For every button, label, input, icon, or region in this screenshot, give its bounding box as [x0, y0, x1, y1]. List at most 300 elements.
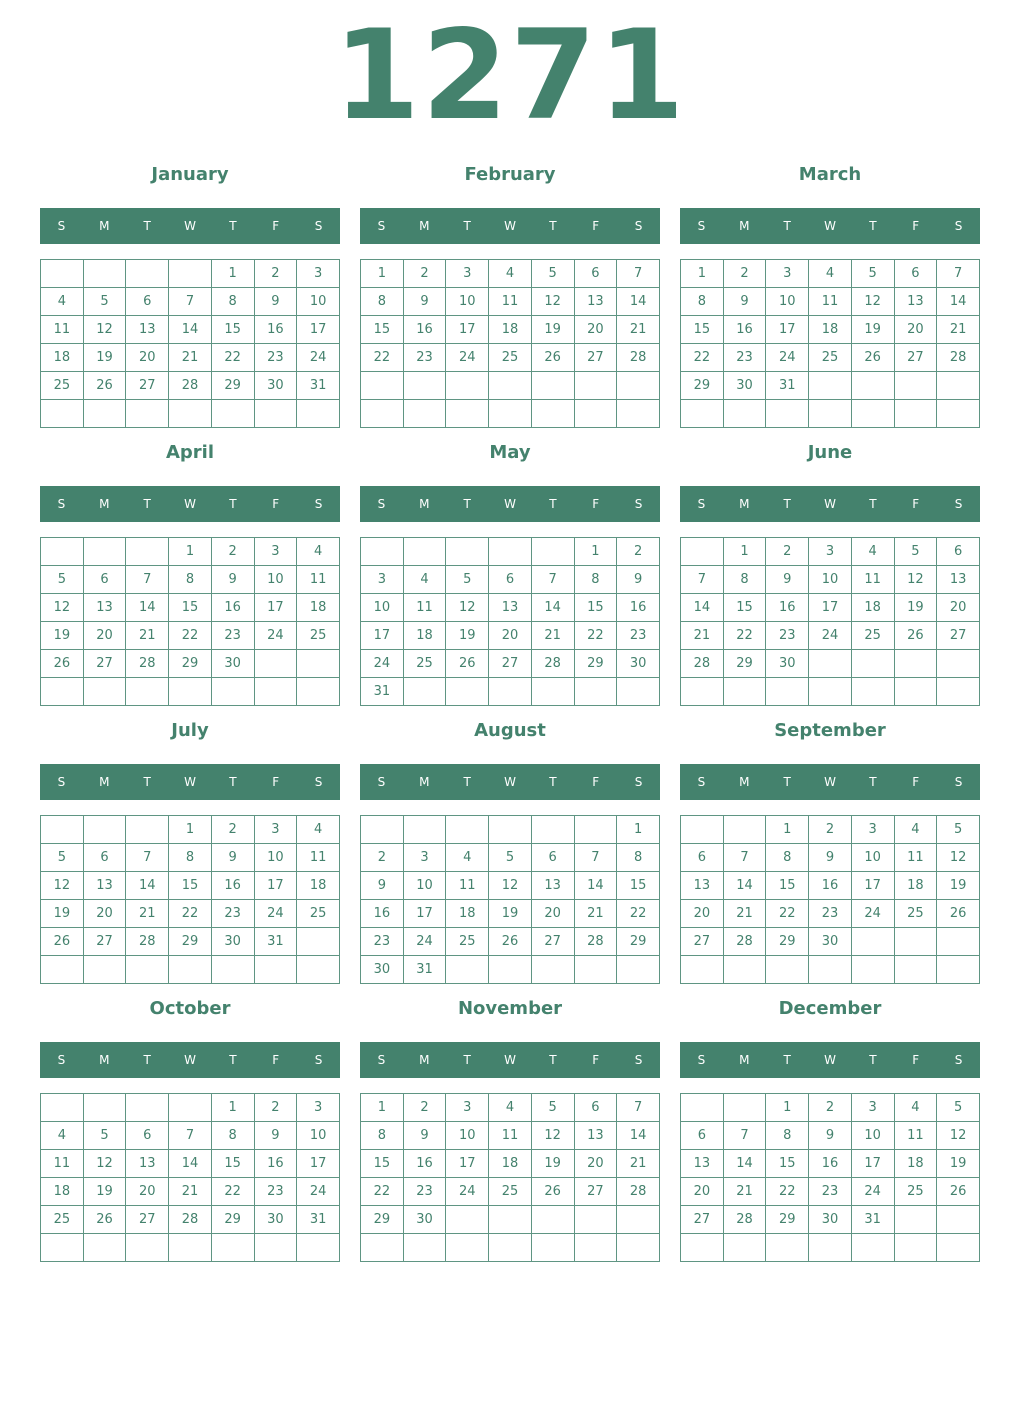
week-row — [41, 538, 340, 566]
day-cell: 1 — [211, 260, 254, 288]
day-cell — [489, 678, 532, 706]
day-cell: 2 — [809, 1094, 852, 1122]
day-cell — [446, 1206, 489, 1234]
day-cell — [126, 956, 169, 984]
day-cell: 9 — [211, 566, 254, 594]
day-cell — [681, 816, 724, 844]
day-cell: 3 — [766, 260, 809, 288]
day-cell — [83, 816, 126, 844]
day-cell — [531, 372, 574, 400]
day-grid — [360, 259, 660, 428]
weekday-label: W — [504, 1053, 516, 1067]
day-cell: 15 — [211, 316, 254, 344]
day-cell — [403, 816, 446, 844]
weekday-label: M — [99, 497, 110, 511]
week-row — [41, 872, 340, 900]
day-cell: 7 — [723, 844, 766, 872]
day-cell: 21 — [126, 900, 169, 928]
day-cell: 6 — [894, 260, 937, 288]
day-cell — [126, 400, 169, 428]
day-cell: 21 — [723, 900, 766, 928]
weekday-label: T — [229, 1053, 237, 1067]
day-cell: 24 — [446, 1178, 489, 1206]
day-cell: 5 — [446, 566, 489, 594]
day-cell: 25 — [41, 372, 84, 400]
week-row — [361, 816, 660, 844]
day-cell: 19 — [83, 1178, 126, 1206]
weekday-label: T — [549, 497, 557, 511]
day-cell: 5 — [937, 816, 980, 844]
weekday-header — [40, 486, 340, 522]
day-cell: 17 — [851, 1150, 894, 1178]
day-cell — [681, 956, 724, 984]
day-cell — [169, 260, 212, 288]
day-cell: 18 — [403, 622, 446, 650]
day-cell: 30 — [211, 928, 254, 956]
day-cell — [617, 956, 660, 984]
week-row — [681, 1150, 980, 1178]
day-cell: 23 — [211, 900, 254, 928]
day-cell — [851, 928, 894, 956]
day-grid — [40, 537, 340, 706]
day-cell: 17 — [361, 622, 404, 650]
day-cell — [254, 650, 297, 678]
weekday-header — [40, 1042, 340, 1078]
week-row — [361, 372, 660, 400]
day-cell: 22 — [211, 344, 254, 372]
day-cell — [531, 1234, 574, 1262]
day-cell: 12 — [937, 1122, 980, 1150]
weekday-label: M — [99, 219, 110, 233]
day-cell: 14 — [169, 1150, 212, 1178]
day-cell: 15 — [574, 594, 617, 622]
day-cell: 4 — [41, 1122, 84, 1150]
day-cell — [723, 678, 766, 706]
day-cell: 8 — [681, 288, 724, 316]
day-cell — [574, 372, 617, 400]
week-row — [361, 1094, 660, 1122]
weekday-label: T — [783, 775, 791, 789]
day-cell: 10 — [446, 288, 489, 316]
day-cell: 15 — [169, 872, 212, 900]
week-row — [41, 566, 340, 594]
weekday-label: W — [184, 775, 196, 789]
day-cell: 27 — [574, 1178, 617, 1206]
day-cell: 30 — [254, 1206, 297, 1234]
day-cell — [169, 400, 212, 428]
day-cell: 26 — [83, 1206, 126, 1234]
day-cell — [937, 1234, 980, 1262]
weekday-label: W — [824, 497, 836, 511]
day-cell — [361, 1234, 404, 1262]
day-cell: 15 — [361, 1150, 404, 1178]
day-cell — [617, 678, 660, 706]
day-cell: 12 — [83, 316, 126, 344]
month-name: March — [798, 164, 862, 185]
day-cell: 13 — [937, 566, 980, 594]
day-cell: 15 — [766, 1150, 809, 1178]
week-row — [361, 538, 660, 566]
week-row — [361, 344, 660, 372]
week-row — [681, 956, 980, 984]
month-name: May — [489, 442, 531, 463]
day-cell: 5 — [83, 288, 126, 316]
day-cell: 4 — [297, 816, 340, 844]
weekday-header — [360, 764, 660, 800]
day-cell — [681, 678, 724, 706]
day-cell: 3 — [809, 538, 852, 566]
day-cell: 4 — [446, 844, 489, 872]
day-cell: 19 — [446, 622, 489, 650]
day-cell: 2 — [809, 816, 852, 844]
weekday-label: T — [869, 497, 877, 511]
day-cell — [126, 260, 169, 288]
day-cell: 4 — [41, 288, 84, 316]
day-cell: 2 — [617, 538, 660, 566]
weekday-label: W — [504, 775, 516, 789]
day-cell — [681, 538, 724, 566]
day-cell: 30 — [617, 650, 660, 678]
day-cell: 29 — [574, 650, 617, 678]
day-cell: 23 — [403, 1178, 446, 1206]
day-cell: 10 — [361, 594, 404, 622]
weekday-label: W — [504, 219, 516, 233]
day-cell: 7 — [617, 1094, 660, 1122]
day-cell — [766, 400, 809, 428]
week-row — [41, 928, 340, 956]
weekday-label: S — [377, 1053, 386, 1067]
day-cell: 10 — [254, 566, 297, 594]
weekday-label: W — [824, 1053, 836, 1067]
day-cell: 16 — [254, 1150, 297, 1178]
day-cell: 14 — [617, 288, 660, 316]
day-cell — [403, 1234, 446, 1262]
day-cell: 27 — [574, 344, 617, 372]
day-cell — [723, 1094, 766, 1122]
weekday-header — [680, 1042, 980, 1078]
day-cell: 25 — [851, 622, 894, 650]
day-cell: 23 — [211, 622, 254, 650]
day-cell: 28 — [723, 928, 766, 956]
day-cell: 20 — [681, 900, 724, 928]
day-cell — [851, 678, 894, 706]
day-cell: 14 — [937, 288, 980, 316]
day-cell — [617, 400, 660, 428]
day-cell — [766, 956, 809, 984]
weekday-label: M — [739, 1053, 750, 1067]
day-cell — [83, 956, 126, 984]
day-cell: 23 — [254, 1178, 297, 1206]
week-row — [361, 1234, 660, 1262]
day-cell: 27 — [681, 1206, 724, 1234]
day-cell: 20 — [126, 1178, 169, 1206]
day-cell: 29 — [766, 1206, 809, 1234]
day-cell: 17 — [254, 594, 297, 622]
day-cell: 23 — [617, 622, 660, 650]
day-cell: 16 — [766, 594, 809, 622]
day-cell: 27 — [126, 372, 169, 400]
day-cell — [937, 650, 980, 678]
day-cell: 11 — [403, 594, 446, 622]
day-cell: 3 — [297, 1094, 340, 1122]
week-row — [681, 872, 980, 900]
weekday-header — [360, 208, 660, 244]
day-cell: 2 — [403, 260, 446, 288]
day-cell: 30 — [211, 650, 254, 678]
day-cell — [41, 678, 84, 706]
day-cell: 9 — [211, 844, 254, 872]
day-cell: 20 — [83, 622, 126, 650]
day-cell — [894, 1206, 937, 1234]
weekday-label: F — [272, 219, 280, 233]
day-cell: 2 — [361, 844, 404, 872]
week-row — [41, 816, 340, 844]
day-cell: 17 — [766, 316, 809, 344]
day-cell: 3 — [361, 566, 404, 594]
day-cell: 26 — [41, 650, 84, 678]
day-cell: 22 — [723, 622, 766, 650]
day-cell: 14 — [723, 1150, 766, 1178]
week-row — [41, 400, 340, 428]
weekday-label: S — [57, 497, 66, 511]
day-cell: 3 — [851, 816, 894, 844]
day-cell — [531, 400, 574, 428]
day-cell: 10 — [403, 872, 446, 900]
weekday-label: S — [697, 497, 706, 511]
week-row — [361, 1150, 660, 1178]
day-cell: 6 — [531, 844, 574, 872]
week-row — [681, 594, 980, 622]
day-cell: 4 — [809, 260, 852, 288]
day-cell — [211, 1234, 254, 1262]
day-cell: 17 — [297, 1150, 340, 1178]
day-cell: 19 — [937, 1150, 980, 1178]
day-cell — [83, 1094, 126, 1122]
day-cell: 11 — [41, 1150, 84, 1178]
day-cell — [403, 400, 446, 428]
week-row — [41, 622, 340, 650]
day-cell — [297, 650, 340, 678]
day-cell: 27 — [83, 928, 126, 956]
weekday-label: T — [783, 219, 791, 233]
day-cell: 14 — [126, 594, 169, 622]
day-cell: 15 — [681, 316, 724, 344]
day-cell: 3 — [297, 260, 340, 288]
day-cell: 5 — [851, 260, 894, 288]
week-row — [41, 372, 340, 400]
weekday-label: F — [592, 1053, 600, 1067]
day-grid — [40, 1093, 340, 1262]
day-cell: 9 — [403, 288, 446, 316]
day-cell — [41, 956, 84, 984]
day-cell: 28 — [574, 928, 617, 956]
weekday-label: F — [272, 497, 280, 511]
day-cell — [809, 678, 852, 706]
day-cell: 26 — [531, 344, 574, 372]
day-cell: 13 — [681, 1150, 724, 1178]
day-cell: 16 — [617, 594, 660, 622]
weekday-header — [680, 208, 980, 244]
day-cell: 11 — [851, 566, 894, 594]
day-cell — [254, 1234, 297, 1262]
day-cell: 7 — [169, 288, 212, 316]
week-row — [41, 956, 340, 984]
week-row — [681, 622, 980, 650]
day-cell: 19 — [894, 594, 937, 622]
day-cell: 8 — [361, 1122, 404, 1150]
month-name: April — [165, 442, 215, 463]
day-cell — [681, 1094, 724, 1122]
day-cell: 13 — [126, 316, 169, 344]
day-cell: 17 — [297, 316, 340, 344]
day-cell: 11 — [297, 844, 340, 872]
weekday-label: S — [57, 219, 66, 233]
week-row — [681, 400, 980, 428]
weekday-label: S — [697, 775, 706, 789]
day-cell: 9 — [254, 1122, 297, 1150]
day-cell — [489, 1234, 532, 1262]
day-cell: 21 — [126, 622, 169, 650]
weekday-label: F — [272, 1053, 280, 1067]
weekday-label: S — [697, 219, 706, 233]
day-cell: 14 — [531, 594, 574, 622]
weekday-label: W — [824, 219, 836, 233]
day-cell — [937, 372, 980, 400]
weekday-label: F — [592, 219, 600, 233]
day-cell: 10 — [766, 288, 809, 316]
day-cell: 6 — [574, 260, 617, 288]
day-cell — [681, 1234, 724, 1262]
day-cell: 28 — [617, 344, 660, 372]
week-row — [681, 566, 980, 594]
day-cell — [83, 538, 126, 566]
day-cell: 9 — [809, 844, 852, 872]
day-cell: 12 — [531, 288, 574, 316]
day-cell: 16 — [361, 900, 404, 928]
day-cell: 24 — [446, 344, 489, 372]
day-cell: 8 — [574, 566, 617, 594]
day-cell — [41, 816, 84, 844]
day-cell: 24 — [809, 622, 852, 650]
weekday-label: S — [634, 219, 643, 233]
day-cell: 9 — [361, 872, 404, 900]
day-cell: 10 — [809, 566, 852, 594]
weekday-label: S — [634, 1053, 643, 1067]
day-cell: 16 — [809, 872, 852, 900]
day-cell: 19 — [41, 900, 84, 928]
day-cell — [531, 816, 574, 844]
day-cell: 29 — [681, 372, 724, 400]
day-cell: 18 — [894, 872, 937, 900]
day-cell: 1 — [723, 538, 766, 566]
day-cell: 12 — [489, 872, 532, 900]
week-row — [681, 288, 980, 316]
day-cell: 21 — [169, 1178, 212, 1206]
day-cell — [83, 678, 126, 706]
day-cell — [894, 678, 937, 706]
day-cell — [254, 400, 297, 428]
day-cell: 14 — [169, 316, 212, 344]
day-grid — [360, 537, 660, 706]
day-cell: 19 — [531, 1150, 574, 1178]
weekday-label: S — [954, 1053, 963, 1067]
day-cell — [361, 816, 404, 844]
day-cell: 20 — [126, 344, 169, 372]
day-cell: 1 — [574, 538, 617, 566]
week-row — [361, 400, 660, 428]
day-cell: 9 — [254, 288, 297, 316]
day-cell: 7 — [723, 1122, 766, 1150]
day-cell — [851, 1234, 894, 1262]
day-cell: 20 — [489, 622, 532, 650]
month-name: July — [171, 720, 209, 741]
week-row — [681, 928, 980, 956]
day-cell: 27 — [681, 928, 724, 956]
day-cell: 7 — [681, 566, 724, 594]
day-cell — [574, 816, 617, 844]
day-cell — [894, 650, 937, 678]
day-cell: 3 — [851, 1094, 894, 1122]
day-cell: 5 — [894, 538, 937, 566]
week-row — [681, 316, 980, 344]
day-cell: 12 — [41, 594, 84, 622]
day-cell — [446, 372, 489, 400]
day-cell: 21 — [723, 1178, 766, 1206]
weekday-label: T — [549, 1053, 557, 1067]
day-cell — [574, 1206, 617, 1234]
day-cell: 14 — [617, 1122, 660, 1150]
week-row — [361, 872, 660, 900]
weekday-label: M — [419, 775, 430, 789]
day-cell: 2 — [211, 816, 254, 844]
day-cell: 20 — [937, 594, 980, 622]
day-cell — [403, 538, 446, 566]
weekday-label: T — [869, 1053, 877, 1067]
month-name: August — [474, 720, 546, 741]
day-cell: 16 — [403, 1150, 446, 1178]
day-cell: 12 — [851, 288, 894, 316]
week-row — [41, 1206, 340, 1234]
day-cell: 17 — [254, 872, 297, 900]
day-cell — [446, 816, 489, 844]
weekday-label: T — [143, 497, 151, 511]
week-row — [361, 1122, 660, 1150]
day-cell: 31 — [851, 1206, 894, 1234]
week-row — [681, 372, 980, 400]
year-title: 1271 — [333, 4, 687, 148]
day-cell: 18 — [41, 1178, 84, 1206]
week-row — [361, 260, 660, 288]
weekday-label: F — [912, 219, 920, 233]
day-cell: 16 — [211, 594, 254, 622]
day-cell: 13 — [489, 594, 532, 622]
weekday-label: M — [99, 1053, 110, 1067]
weekday-label: T — [229, 219, 237, 233]
day-cell: 5 — [83, 1122, 126, 1150]
weekday-label: S — [634, 775, 643, 789]
weekday-label: W — [184, 219, 196, 233]
day-cell: 3 — [254, 538, 297, 566]
day-cell: 6 — [937, 538, 980, 566]
weekday-header — [680, 764, 980, 800]
day-cell: 7 — [937, 260, 980, 288]
day-cell: 8 — [766, 844, 809, 872]
week-row — [41, 1234, 340, 1262]
day-cell: 16 — [254, 316, 297, 344]
day-cell: 11 — [894, 1122, 937, 1150]
weekday-label: M — [419, 219, 430, 233]
day-cell — [894, 372, 937, 400]
